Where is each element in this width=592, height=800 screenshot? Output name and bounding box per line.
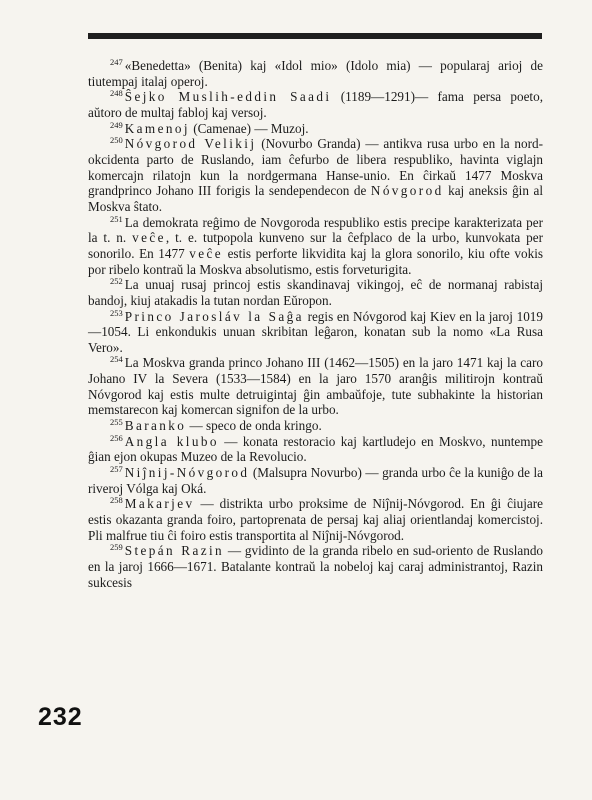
footnote: $^{256}$ Angla klubo — konata restoracio kaj kartludejo en Moskvo, nuntempe ĝian ejon okupas Muzeo de la Revolucio.	[88, 432, 543, 465]
footnote: $^{257}$ Niĵnij-Nóvgorod (Malsupra Novurbo) — granda urbo ĉe la kuniĝo de la riveroj Vólga kaj Oká.	[88, 464, 543, 496]
footnote: $^{259}$ Stepán Razin — gvidinto de la granda ribelo en sud-oriento de Ruslando en la jaroj 1666—1671. Batalante kontraŭ la nobeloj kaj caraj administrantoj, Razin sukcesis	[88, 542, 544, 590]
footnote: $^{249}$ Kamenoj (Camenae) — Muzoj.	[110, 119, 309, 136]
footnote: $^{253}$ Princo Jarosláv la Saĝa regis en Nóvgorod kaj Kiev en la jaroj 1019—1054. Li enkondukis unuan skribitan leĝaron, konatan sub la nomo «La Rusa Vero».	[88, 307, 543, 355]
footnote: $^{254}$ La Moskva granda princo Johano III (1462—1505) en la jaro 1471 kaj la caro Johano IV la Severa (1533—1584) en la jaro 1570 aranĝis militirojn kontraŭ Nóvgorod kaj estis multe detruigintaj ĝin ambaŭfoje, tute subhakinte la historian memstarecon kaj komercan signifon de la urbo.	[88, 354, 543, 418]
header-rule	[88, 33, 542, 39]
footnote: $^{258}$ Makarjev — distrikta urbo proksime de Niĵnij-Nóvgorod. En ĝi ĉiujare estis okazanta granda foiro, partoprenata de persaj kaj aliaj orientlandaj komercistoj. Pli malfrue tiu ĉi foiro estis transportita al Niĵnij-Nóvgorod.	[88, 495, 543, 543]
footnote: $^{255}$ Baranko — speco de onda kringo.	[110, 417, 322, 434]
footnote: $^{247}$ «Benedetta» (Benita) kaj «Idol mio» (Idolo mia) — popularaj arioj de tiutempaj italaj operoj.	[88, 57, 543, 89]
footnote: $^{251}$ La demokrata reĝimo de Novgoroda respubliko estis precipe karakterizata per la t. n. veĉe, t. e. tutpopola kunveno sur la ĉefplaco de la urbo, kunvokata per sonorilo. En 1477 veĉe estis perforte likvidita kaj la glora sonorilo, kiu ofte vokis por ribelo kontraŭ la Moskva absolutismo, estis forveturigita.	[88, 213, 543, 277]
footnotes	[88, 58, 543, 590]
page-number: 232	[38, 703, 83, 731]
footnote: $^{248}$ Ŝejko Muslih-eddin Saadi (1189—1291)— fama persa poeto, aŭtoro de multaj fabloj kaj versoj.	[88, 88, 543, 120]
footnote: $^{250}$ Nóvgorod Velikij (Novurbo Granda) — antikva rusa urbo en la nord-okcidenta parto de Ruslando, iam ĉefurbo de libera respubliko, havinta viglajn komercajn rilatojn kun la nordgermana Hanse-unio. En ĉirkaŭ 1477 Moskva grandprinco Johano III forigis la sendependecon de Nóvgorod kaj aneksis ĝin al Moskva ŝtato.	[88, 135, 543, 214]
footnote: $^{252}$ La unuaj rusaj princoj estis skandinavaj vikingoj, eĉ de normanaj rabistaj bandoj, kiuj atakadis la tutan nordan Eŭropon.	[88, 276, 543, 308]
